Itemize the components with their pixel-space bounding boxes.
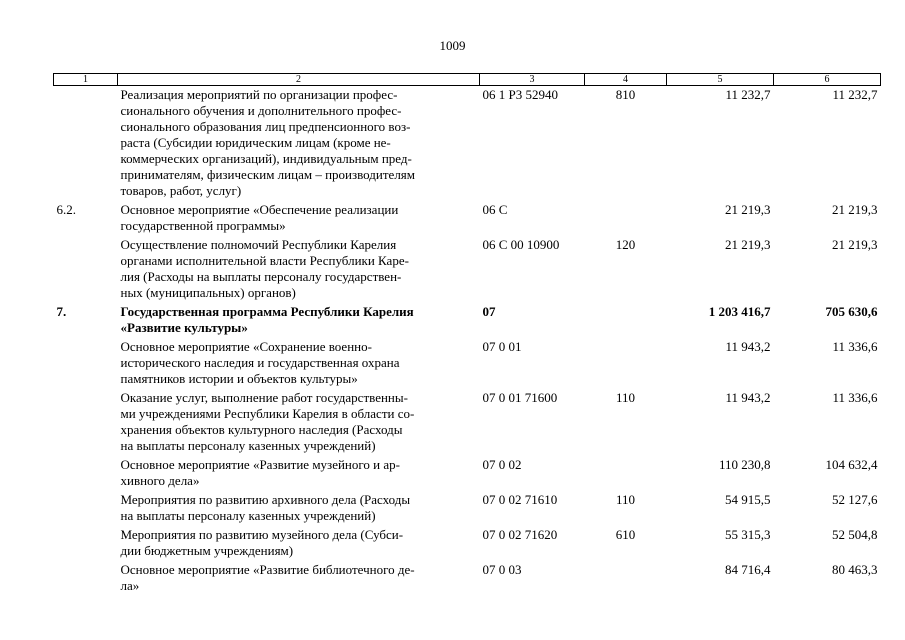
row-target-code: 07 0 02: [482, 457, 522, 472]
row-amount-col5: 21 219,3: [725, 202, 771, 217]
row-number: [54, 236, 118, 303]
row-target-code: 07 0 01 71600: [482, 390, 558, 405]
row-expense-type: [585, 456, 667, 491]
row-amount-col5: 11 232,7: [725, 87, 771, 102]
row-name: Основное мероприятие «Развитие библиотечного де- ла»: [120, 562, 415, 593]
row-number: [54, 526, 118, 561]
row-amount-col5: 54 915,5: [725, 492, 771, 507]
row-amount-col5: 110 230,8: [718, 457, 771, 472]
table-row: [54, 526, 881, 561]
page-number: 1009: [439, 38, 466, 53]
row-name: Оказание услуг, выполнение работ государственны- ми учреждениями Республики Карелия в области со- хранения объектов культурного наследия (Расходы на выплаты персоналу казенных учреждений): [120, 390, 415, 453]
row-expense-type: [585, 338, 667, 389]
row-amount-col6: 21 219,3: [832, 202, 878, 217]
row-target-code: 06 С: [482, 202, 508, 217]
table-row: [54, 201, 881, 236]
row-expense-type: 110: [615, 492, 636, 507]
row-amount-col5: 21 219,3: [725, 237, 771, 252]
row-name: Мероприятия по развитию архивного дела (Расходы на выплаты персоналу казенных учреждений): [120, 492, 411, 523]
row-amount-col5: 55 315,3: [725, 527, 771, 542]
row-amount-col6: 11 232,7: [832, 87, 878, 102]
row-name: Основное мероприятие «Сохранение военно- исторического наследия и государственная охрана памятников истории и объектов культуры»: [120, 339, 400, 386]
row-number: 7.: [56, 304, 67, 319]
row-name: Основное мероприятие «Развитие музейного и ар- хивного дела»: [120, 457, 400, 488]
column-header-3: 3: [480, 74, 585, 86]
column-header-2: 2: [118, 74, 480, 86]
row-amount-col6: 11 336,6: [832, 390, 878, 405]
row-amount-col5: 84 716,4: [725, 562, 771, 577]
row-amount-col6: 11 336,6: [832, 339, 878, 354]
table-row: [54, 389, 881, 456]
row-amount-col5: 11 943,2: [725, 339, 771, 354]
row-number: [54, 389, 118, 456]
row-target-code: 06 С 00 10900: [482, 237, 560, 252]
row-name: Осуществление полномочий Республики Карелия органами исполнительной власти Республики Каре- лия (Расходы на выплаты персоналу государствен- ных (муниципальных) органов): [120, 237, 409, 300]
table-row: [54, 456, 881, 491]
row-expense-type: 810: [615, 87, 636, 102]
row-target-code: 07 0 02 71620: [482, 527, 558, 542]
row-name: Государственная программа Республики Карелия «Развитие культуры»: [120, 304, 414, 335]
row-amount-col6: 52 127,6: [832, 492, 878, 507]
row-number: 6.2.: [56, 202, 76, 217]
row-amount-col6: 705 630,6: [825, 304, 878, 319]
row-target-code: 07 0 03: [482, 562, 522, 577]
budget-table: [53, 73, 881, 596]
row-amount-col5: 11 943,2: [725, 390, 771, 405]
row-expense-type: [585, 561, 667, 596]
column-header-6: 6: [774, 74, 881, 86]
column-number-row: [54, 74, 881, 86]
row-expense-type: [585, 201, 667, 236]
row-number: [54, 86, 118, 202]
row-expense-type: 610: [615, 527, 636, 542]
row-number: [54, 491, 118, 526]
row-expense-type: 120: [615, 237, 636, 252]
row-number: [54, 456, 118, 491]
table-row: [54, 338, 881, 389]
table-row: [54, 491, 881, 526]
row-name: Основное мероприятие «Обеспечение реализации государственной программы»: [120, 202, 399, 233]
column-header-1: 1: [54, 74, 118, 86]
table-row: [54, 561, 881, 596]
row-amount-col6: 104 632,4: [825, 457, 878, 472]
row-number: [54, 561, 118, 596]
column-header-5: 5: [667, 74, 774, 86]
row-amount-col5: 1 203 416,7: [708, 304, 771, 319]
row-name: Мероприятия по развитию музейного дела (Субси- дии бюджетным учреждениям): [120, 527, 404, 558]
row-number: [54, 338, 118, 389]
row-target-code: 06 1 P3 52940: [482, 87, 558, 102]
row-target-code: 07: [482, 304, 496, 319]
row-amount-col6: 52 504,8: [832, 527, 878, 542]
row-expense-type: [585, 303, 667, 338]
table-row: [54, 86, 881, 202]
row-expense-type: 110: [615, 390, 636, 405]
column-header-4: 4: [585, 74, 667, 86]
row-amount-col6: 80 463,3: [832, 562, 878, 577]
row-target-code: 07 0 02 71610: [482, 492, 558, 507]
row-target-code: 07 0 01: [482, 339, 522, 354]
table-row: [54, 303, 881, 338]
row-name: Реализация мероприятий по организации профес- сионального обучения и дополнительного профес- сионального образования лиц предпенсионного воз- раста (Субсидии юридическим лицам (кроме не- коммерческих организаций), индивидуальным пред- принимателям, физическим лицам – производителям товаров, работ, услуг): [120, 87, 416, 198]
row-amount-col6: 21 219,3: [832, 237, 878, 252]
table-row: [54, 236, 881, 303]
